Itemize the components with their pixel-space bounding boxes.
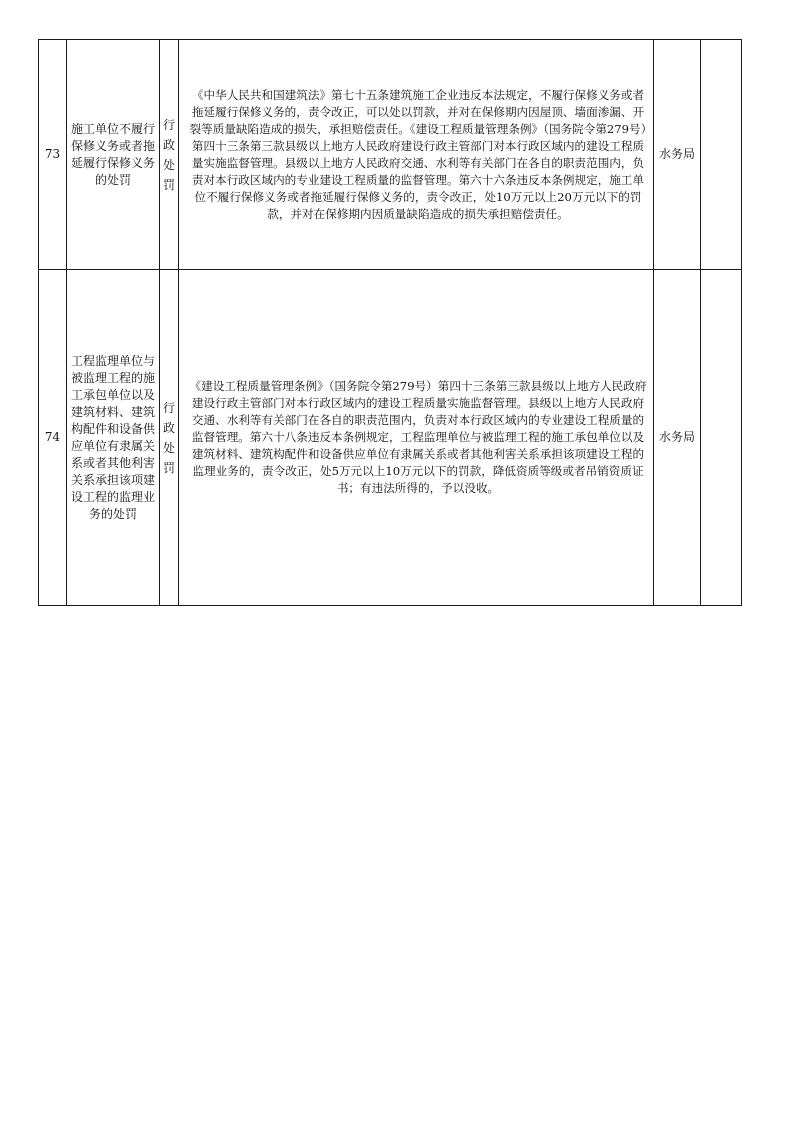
department: 水务局 (654, 40, 701, 270)
department: 水务局 (654, 270, 701, 606)
table-row (39, 40, 742, 270)
item-type: 行政处罚 (162, 400, 175, 475)
item-type: 行政处罚 (162, 117, 175, 192)
row-number: 73 (39, 40, 67, 270)
row-number: 74 (39, 270, 67, 606)
type-cell (160, 40, 179, 270)
penalty-table (38, 39, 742, 606)
item-name: 施工单位不履行保修义务或者拖延履行保修义务的处罚 (70, 121, 155, 187)
blank-cell (701, 270, 742, 606)
item-name: 工程监理单位与被监理工程的施工承包单位以及建筑材料、建筑构配件和设备供应单位有隶属关系或者其他利害关系承担该项建设工程的监理业务的处罚 (70, 353, 155, 521)
item-name-cell (67, 40, 160, 270)
legal-basis-cell (179, 270, 654, 606)
legal-basis: 《中华人民共和国建筑法》第七十五条建筑施工企业违反本法规定，不履行保修义务或者拖延履行保修义务的，责令改正，可以处以罚款，并对在保修期内因屋顶、墙面渗漏、开裂等质量缺陷造成的损失，承担赔偿责任。《建设工程质量管理条例》（国务院令第279号）第四十三条第三款县级以上地方人民政府建设行政主管部门对本行政区域内的建设工程质量实施监督管理。县级以上地方人民政府交通、水利等有关部门在各自的职责范围内，负责对本行政区域内的专业建设工程质量的监督管理。第六十六条违反本条例规定，施工单位不履行保修义务或者拖延履行保修义务的，责令改正，处10万元以上20万元以下的罚款，并对在保修期内因质量缺陷造成的损失承担赔偿责任。 (189, 87, 647, 221)
legal-basis: 《建设工程质量管理条例》（国务院令第279号）第四十三条第三款县级以上地方人民政府建设行政主管部门对本行政区域内的建设工程质量实施监督管理。县级以上地方人民政府交通、水利等有关部门在各自的职责范围内，负责对本行政区域内的专业建设工程质量的监督管理。第六十八条违反本条例规定，工程监理单位与被监理工程的施工承包单位以及建筑材料、建筑构配件和设备供应单位有隶属关系或者其他利害关系承担该项建设工程的监理业务的，责令改正，处5万元以上10万元以下的罚款，降低资质等级或者吊销资质证书；有违法所得的，予以没收。 (189, 379, 647, 495)
table-row (39, 270, 742, 606)
blank-cell (701, 40, 742, 270)
item-name-cell (67, 270, 160, 606)
type-cell (160, 270, 179, 606)
legal-basis-cell (179, 40, 654, 270)
